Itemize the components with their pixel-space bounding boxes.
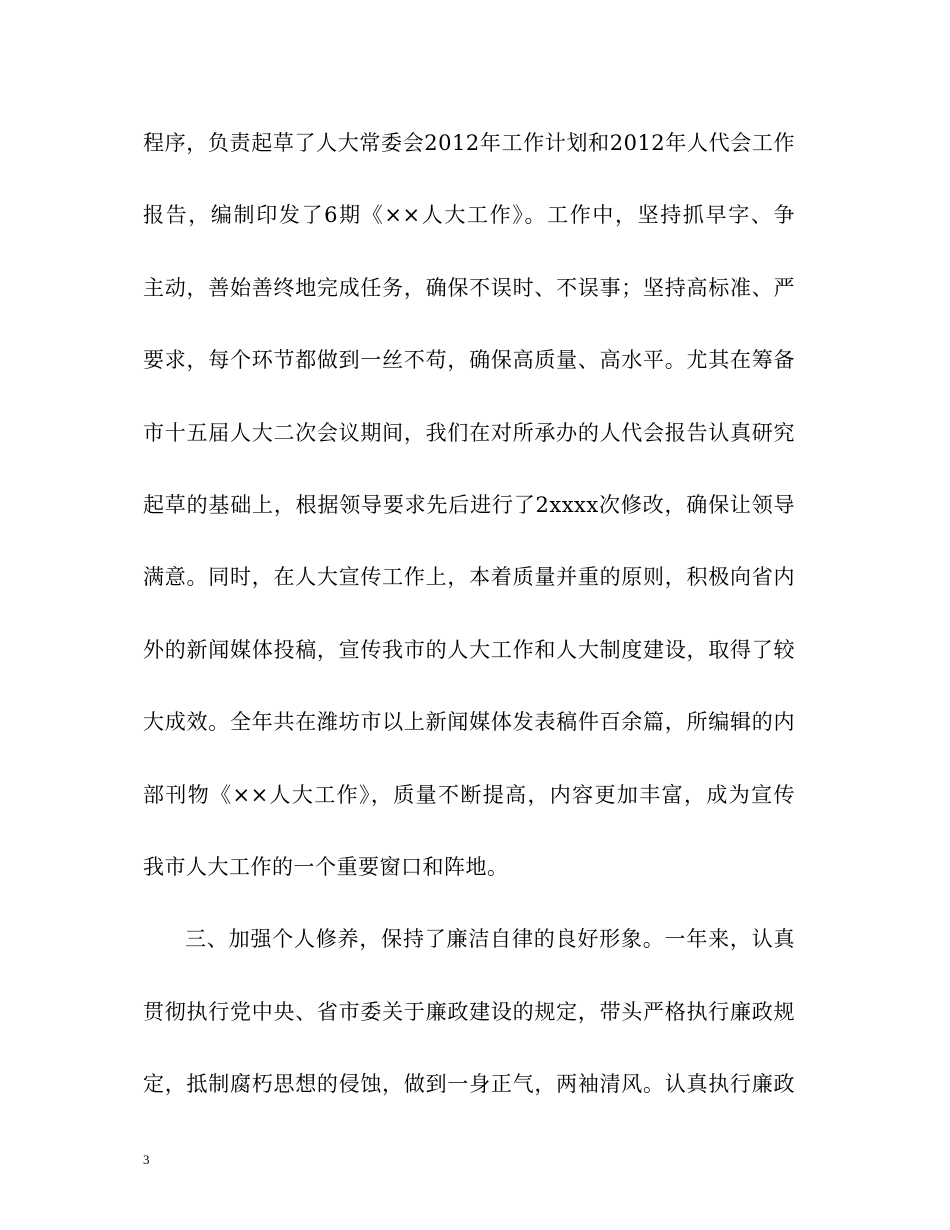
text-line: 大成效。全年共在潍坊市以上新闻媒体发表稿件百余篇，所编辑的内 xyxy=(143,710,795,735)
text-line: 外的新闻媒体投稿，宣传我市的人大工作和人大制度建设，取得了较 xyxy=(143,637,795,662)
text-line: 要求，每个环节都做到一丝不苟，确保高质量、高水平。尤其在筹备 xyxy=(143,348,795,373)
page-number: 3 xyxy=(143,1152,150,1167)
text-line: 定，抵制腐朽思想的侵蚀，做到一身正气，两袖清风。认真执行廉政 xyxy=(143,1072,795,1097)
body-text xyxy=(143,125,795,1138)
text-line: 贯彻执行党中央、省市委关于廉政建设的规定，带头严格执行廉政规 xyxy=(143,999,795,1024)
text-line: 起草的基础上，根据领导要求先后进行了2xxxx次修改，确保让领导 xyxy=(143,492,795,517)
text-line: 我市人大工作的一个重要窗口和阵地。 xyxy=(143,854,509,879)
text-line: 程序，负责起草了人大常委会2012年工作计划和2012年人代会工作 xyxy=(143,131,795,155)
text-line: 报告，编制印发了6期《××人大工作》。工作中，坚持抓早字、争 xyxy=(143,203,795,228)
text-line: 满意。同时，在人大宣传工作上，本着质量并重的原则，积极向省内 xyxy=(143,565,795,590)
paragraph-first-line: 三、加强个人修养，保持了廉洁自律的良好形象。一年来，认真 xyxy=(185,927,795,952)
text-line: 部刊物《××人大工作》，质量不断提高，内容更加丰富，成为宣传 xyxy=(143,782,795,807)
text-line: 主动，善始善终地完成任务，确保不误时、不误事；坚持高标准、严 xyxy=(143,275,795,300)
text-line: 市十五届人大二次会议期间，我们在对所承办的人代会报告认真研究 xyxy=(143,420,795,445)
